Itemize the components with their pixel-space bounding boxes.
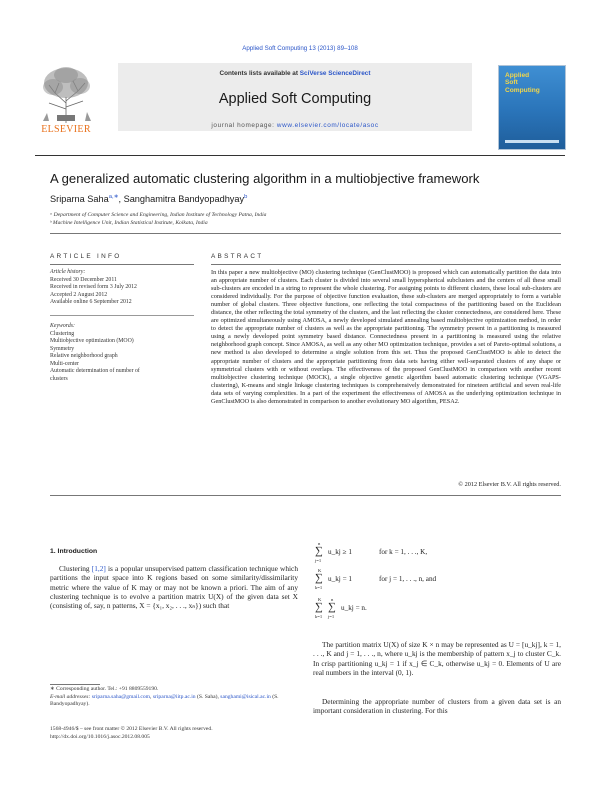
keywords	[50, 323, 194, 383]
cover-title-line: Soft	[505, 79, 518, 87]
history-item: Received in revised form 3 July 2012	[50, 284, 137, 290]
keyword: Multiobjective optimization (MOO)	[50, 338, 134, 344]
email-owner: (S. Saha),	[195, 694, 219, 700]
abstract-text: In this paper a new multiobjective (MO) clustering technique (GenClustMOO) is proposed which can automatically partition the data into an appropriate number of clusters. Each cluster is divided into several small hyperspherical subclusters and the centers of all these small sub-clusters are encoded in a string to represent the whole clustering. For assigning points to different clusters, these local sub-clusters are considered individually. For the purpose of objective function evaluation, these sub-clusters are merged appropriately to form a variable number of global clusters. Three objective functions, one reflecting the total compactness of the partitioning based on the Euclidean distance, the other reflecting the total symmetry of the clusters, and the last reflecting the cluster connectedness, are considered here. These are optimized simultaneously using AMOSA, a newly developed simulated annealing based multiobjective optimization method, in order to detect the appropriate number of clusters as well as the appropriate partitioning. The symmetry present in a partitioning is measured using a newly developed point symmetry based distance. Connectedness present in a partitioning is measured using the relative neighborhood graph concept. Since AMOSA, as well as any other MO optimization technique, provides a set of Pareto-optimal solutions, a new method is also developed to determine a single solution from this set. Thus the proposed GenClustMOO is able to detect the appropriate number of clusters and the appropriate partitioning from data sets having either well-separated clusters of any shape or symmetrical clusters with or without overlaps. The effectiveness of the proposed GenClustMOO in comparison with another recent multiobjective clustering technique (MOCK), a single objective genetic algorithm based automatic clustering technique (VGAPS-clustering), K-means and single linkage clustering techniques is comprehensively demonstrated for nineteen artificial and seven real-life data sets of varying complexities. In a part of the experiment the effectiveness of AMOSA as the underlying optimization technique in GenClustMOO is also demonstrated in comparison to another evolutionary MO algorithm, PESA2.	[211, 269, 561, 405]
affiliation: ᵇ Machine Intelligence Unit, Indian Statistical Institute, Kolkata, India	[50, 220, 208, 226]
equation-3: u_kj = n.	[341, 604, 367, 612]
affiliation-rule	[50, 233, 561, 234]
journal-cover[interactable]	[498, 65, 566, 150]
intro-text: is a popular unsupervised pattern classification technique which partitions the input space into K regions based on some similarity/dissimilarity metric where the value of K may or may not be known a priori. The aim of any clustering technique is to evolve a partition matrix U(X) of the given data set X (consisting of, say, n patterns, X = {x₁, x₂, . . ., xₙ}) such that	[50, 564, 298, 611]
contents-prefix: Contents lists available at	[219, 70, 298, 77]
doi-link[interactable]: http://dx.doi.org/10.1016/j.asoc.2012.08.005	[50, 734, 150, 740]
cover-title	[505, 72, 540, 94]
footnote-emails: E-mail addresses: sriparna.saha@gmail.com, sriparna@iitp.ac.in (S. Saha), sanghami@isical.ac.in (S. Bandyopadhyay).	[50, 694, 279, 708]
history-label: Article history:	[50, 269, 86, 275]
sum-lower-limit: j=1	[328, 614, 335, 619]
cover-title-line: Computing	[505, 86, 540, 94]
sciencedirect-link[interactable]: SciVerse ScienceDirect	[299, 70, 371, 77]
footnote-corresponding: ∗ Corresponding author. Tel.: +91 8809559190.	[50, 686, 159, 692]
equation-2-condition: for j = 1, . . ., n, and	[379, 575, 437, 583]
keywords-label: Keywords:	[50, 323, 75, 329]
sum-upper-limit: K	[318, 597, 322, 602]
intro-paragraph: The partition matrix U(X) of size K × n may be represented as U = [u_kj], k = 1, . . ., K and j = 1, . . ., n, where u_kj is the membership of pattern x_j to cluster C_k. In crisp partitioning u_kj = 1 if x_j ∈ C_k, otherwise u_kj = 0. Elements of U are real numbers in the interval (0, 1).	[313, 640, 561, 677]
sum-lower-limit: k=1	[315, 614, 323, 619]
sum-symbol: ∑	[315, 601, 323, 613]
copyright-notice: © 2012 Elsevier B.V. All rights reserved.	[458, 481, 561, 488]
sum-upper-limit: n	[331, 597, 334, 602]
info-rule	[50, 264, 194, 265]
keyword: Symmetry	[50, 345, 75, 352]
sum-lower-limit: k=1	[315, 585, 323, 590]
history-item: Available online 6 September 2012	[50, 299, 132, 305]
journal-reference[interactable]: Applied Soft Computing 13 (2013) 89–108	[242, 45, 358, 52]
keyword: Multi-center	[50, 360, 79, 367]
issn-line: 1568-4946/$ – see front matter © 2012 Elsevier B.V. All rights reserved.	[50, 726, 213, 732]
homepage-prefix: journal homepage:	[211, 122, 275, 129]
sum-lower-limit: j=1	[315, 558, 322, 563]
keyword: Relative neighborhood graph	[50, 353, 118, 359]
author-list: Sriparna Saha$^{a,∗}$, Sanghamitra Bandyopadhyay$^b$	[50, 194, 248, 205]
equation-1-condition: for k = 1, . . ., K,	[379, 548, 428, 556]
constraint-equations	[315, 541, 565, 631]
history-item: Received 30 December 2011	[50, 276, 117, 283]
email-label: E-mail addresses:	[50, 694, 91, 700]
author-name: Sriparna Saha	[50, 194, 109, 205]
article-history	[50, 269, 194, 307]
author-affiliation-mark[interactable]: a,∗	[108, 194, 119, 200]
intro-paragraph	[50, 564, 298, 610]
sum-upper-limit: K	[318, 568, 322, 573]
sum-symbol: ∑	[315, 572, 323, 584]
article-title: A generalized automatic clustering algorithm in a multiobjective framework	[50, 171, 480, 186]
contents-line	[118, 70, 472, 77]
author-affiliation-mark[interactable]: b	[244, 194, 248, 200]
section-heading-introduction: 1. Introduction	[50, 548, 98, 555]
sum-upper-limit: n	[318, 541, 321, 546]
footnote-rule	[50, 684, 100, 685]
email-link[interactable]: sriparna.saha@gmail.com	[91, 694, 151, 700]
journal-title: Applied Soft Computing	[218, 91, 372, 107]
abstract-rule	[211, 264, 561, 265]
cover-title-line: Applied	[505, 72, 530, 79]
intro-paragraph: Determining the appropriate number of clusters from a given data set is an important consideration in clustering. For this	[313, 697, 561, 716]
history-item: Accepted 2 August 2012	[50, 291, 108, 298]
email-owner: (S. Bandyopadhyay).	[50, 694, 279, 708]
sum-symbol: ∑	[328, 601, 336, 613]
header-rule	[35, 155, 565, 156]
email-link[interactable]: sanghami@isical.ac.in	[220, 694, 271, 700]
email-link[interactable]: sriparna@iitp.ac.in	[152, 694, 196, 700]
citation-link[interactable]: [1,2]	[91, 564, 106, 573]
author-name: Sanghamitra Bandyopadhyay	[123, 194, 245, 205]
abstract-heading: ABSTRACT	[211, 253, 264, 260]
journal-homepage	[118, 122, 472, 129]
intro-lead: Clustering	[59, 564, 90, 573]
keyword: clusters	[50, 375, 68, 382]
keyword: Clustering	[50, 330, 75, 337]
equation-2: u_kj = 1	[328, 575, 353, 583]
info-divider	[50, 315, 194, 316]
homepage-link[interactable]: www.elsevier.com/locate/asoc	[276, 122, 379, 129]
sum-symbol: ∑	[315, 545, 323, 557]
article-info-heading: ARTICLE INFO	[50, 253, 122, 260]
elsevier-wordmark: ELSEVIER	[41, 124, 91, 135]
abstract-bottom-rule	[50, 495, 561, 496]
affiliation: ᵃ Department of Computer Science and Engineering, Indian Institute of Technology Patna, India	[50, 212, 267, 218]
equation-1: u_kj ≥ 1	[328, 548, 352, 556]
keyword: Automatic determination of number of	[50, 368, 140, 374]
cover-stripe	[505, 140, 559, 143]
elsevier-tree-logo	[35, 63, 97, 125]
